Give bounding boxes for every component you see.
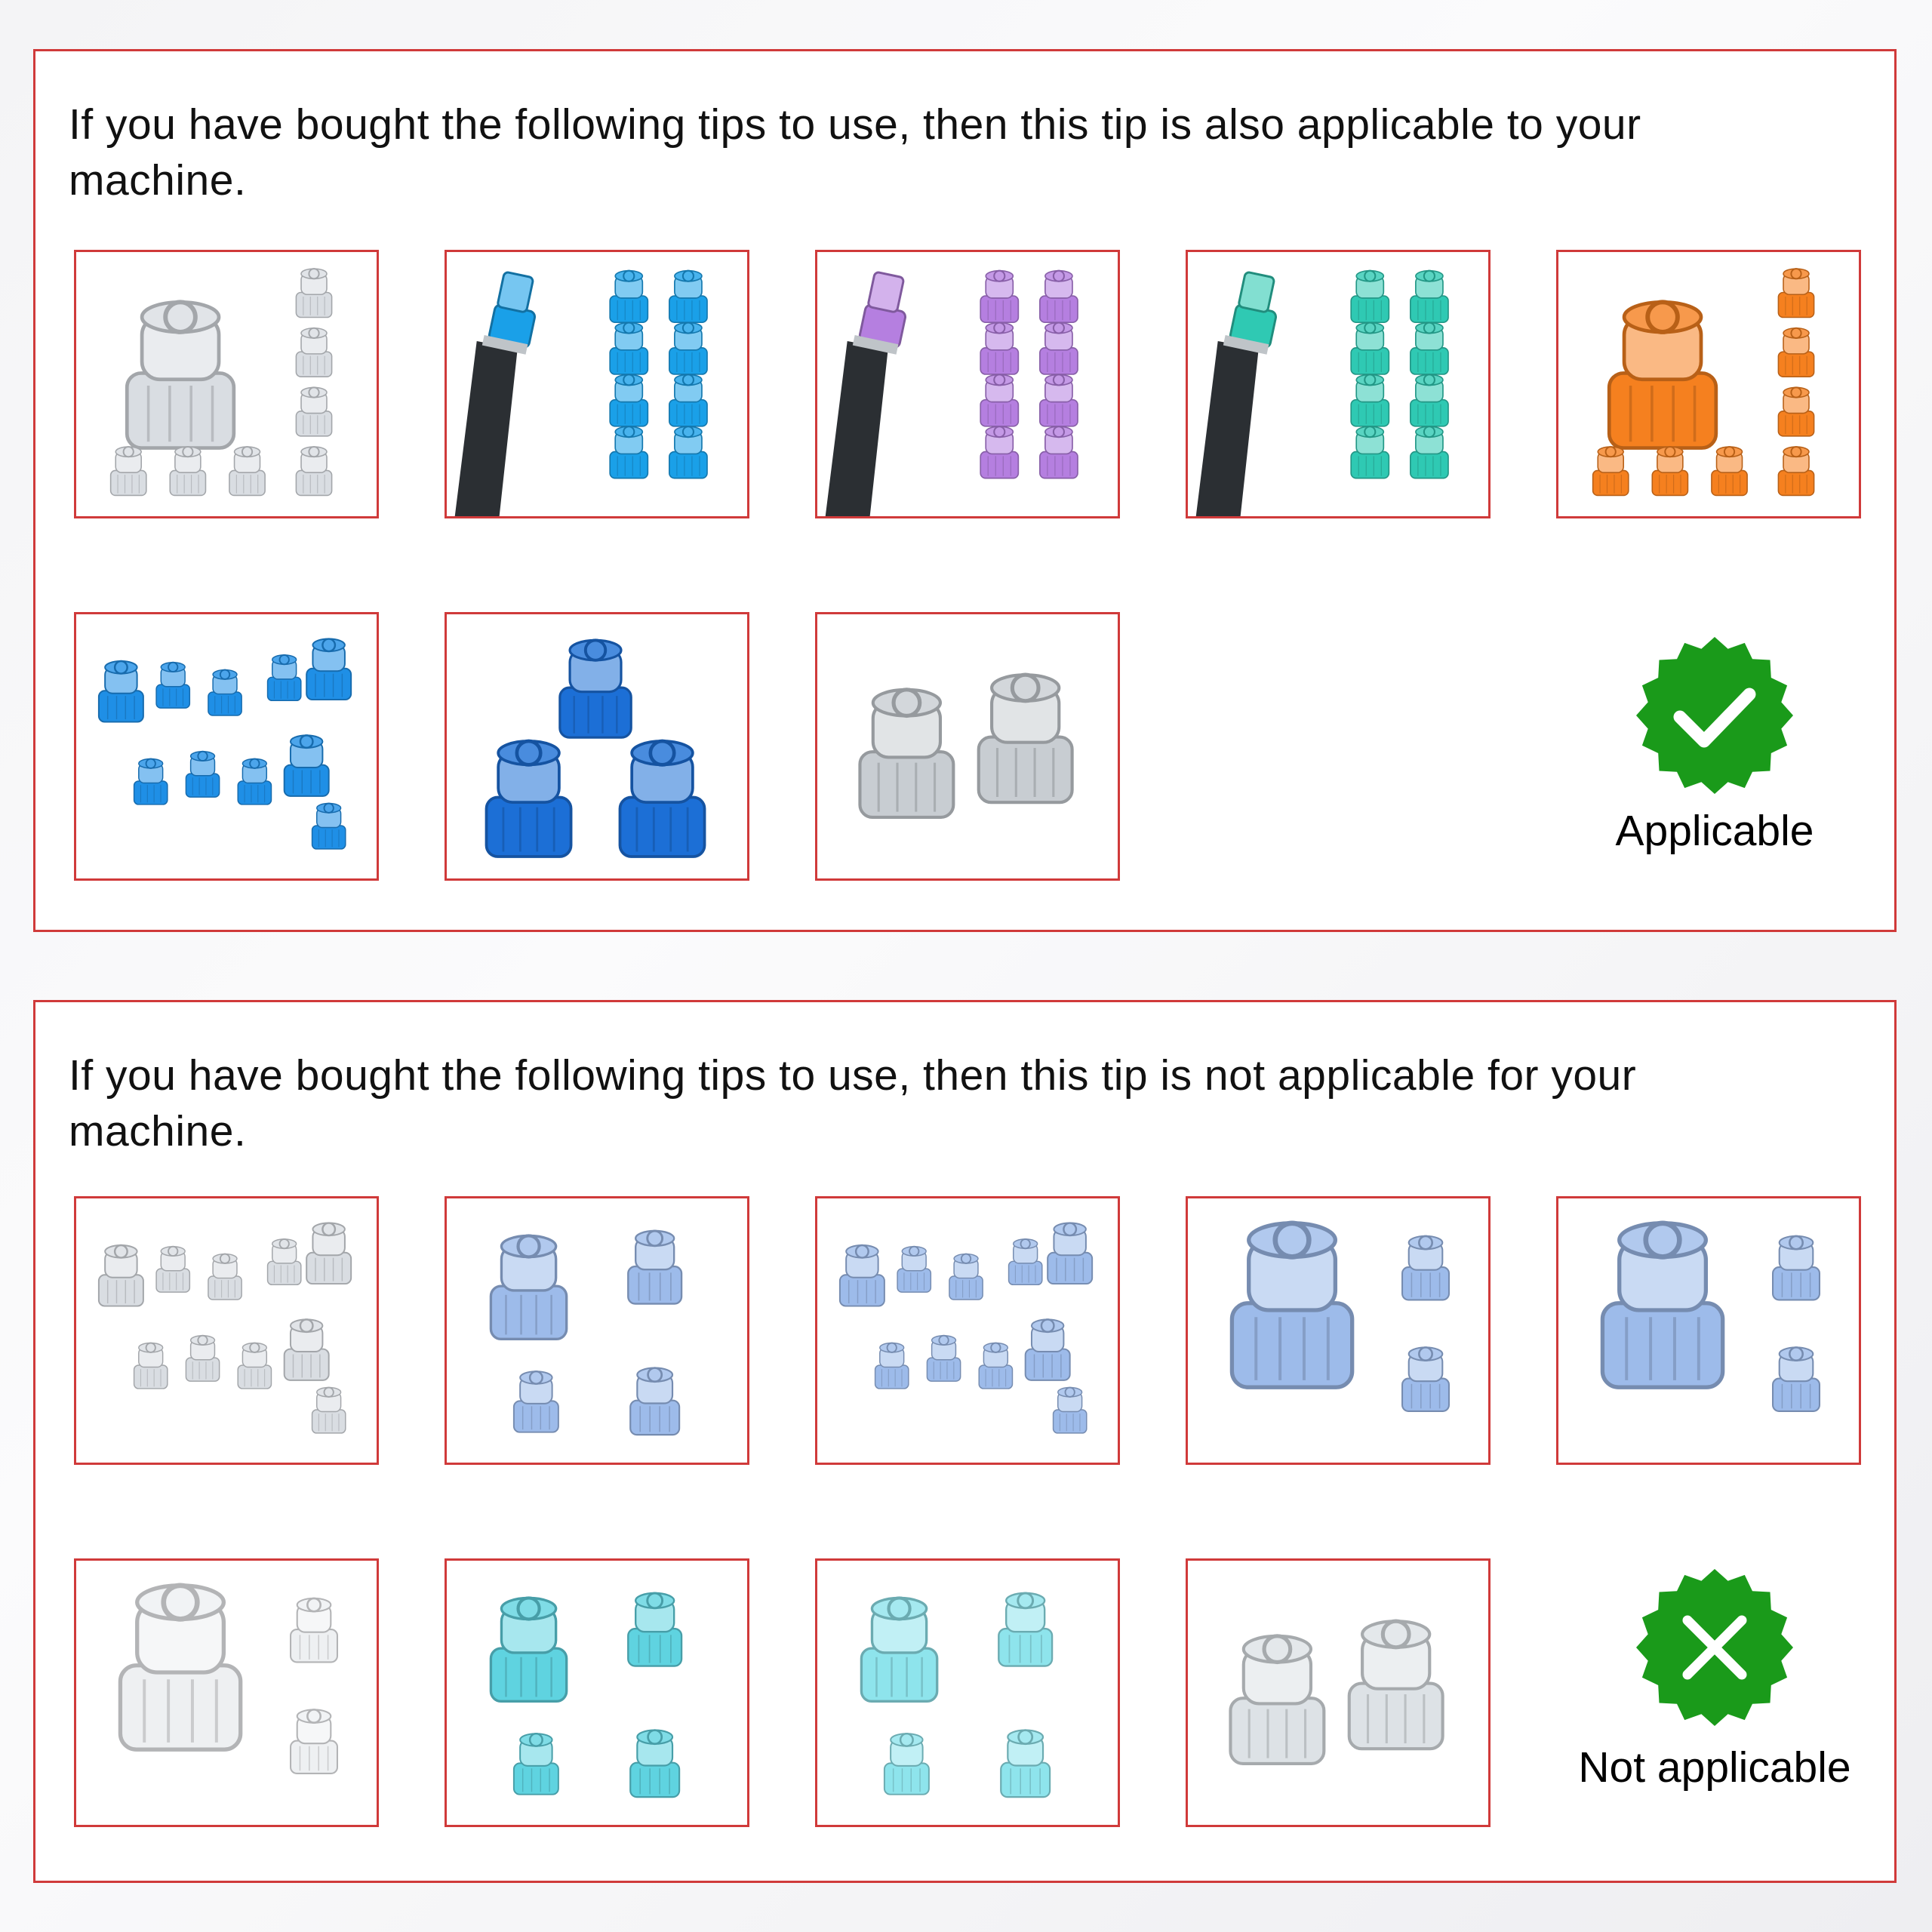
tile-light-blue-spiral-tips-set	[815, 1196, 1120, 1465]
not-applicable-section	[33, 1000, 1897, 1883]
tile-purple-tips-with-handpiece	[815, 250, 1120, 518]
not-applicable-label: Not applicable	[1578, 1743, 1851, 1792]
tile-clear-spiral-tips	[74, 250, 379, 518]
tile-light-blue-spiral-tips-4	[445, 1196, 749, 1465]
applicable-label: Applicable	[1615, 807, 1814, 855]
tile-light-blue-spiral-tips-3b	[1556, 1196, 1861, 1465]
tile-aqua-spiral-tips	[445, 1558, 749, 1827]
tile-clear-tips-with-blue-caps	[74, 612, 379, 881]
tile-diamond-tips	[815, 612, 1120, 881]
applicable-heading: If you have bought the following tips to use, then this tip is also applicable to your machine.	[69, 100, 1641, 205]
tile-dark-blue-tips	[445, 612, 749, 881]
tile-orange-tips	[1556, 250, 1861, 518]
not-applicable-heading: If you have bought the following tips to use, then this tip is not applicable for your machine.	[69, 1051, 1637, 1155]
tile-teal-tips-with-handpiece	[1186, 250, 1491, 518]
applicable-section	[33, 49, 1897, 932]
cross-icon	[1635, 1567, 1795, 1727]
tile-clear-small-tips	[74, 1196, 379, 1465]
tile-clear-diamond-tips	[1186, 1558, 1491, 1827]
tile-light-blue-spiral-tips-3	[1186, 1196, 1491, 1465]
check-icon	[1635, 635, 1795, 795]
tile-blue-tips-with-handpiece	[445, 250, 749, 518]
tile-aqua-diamond-tips	[815, 1558, 1120, 1827]
tile-white-spiral-tips	[74, 1558, 379, 1827]
